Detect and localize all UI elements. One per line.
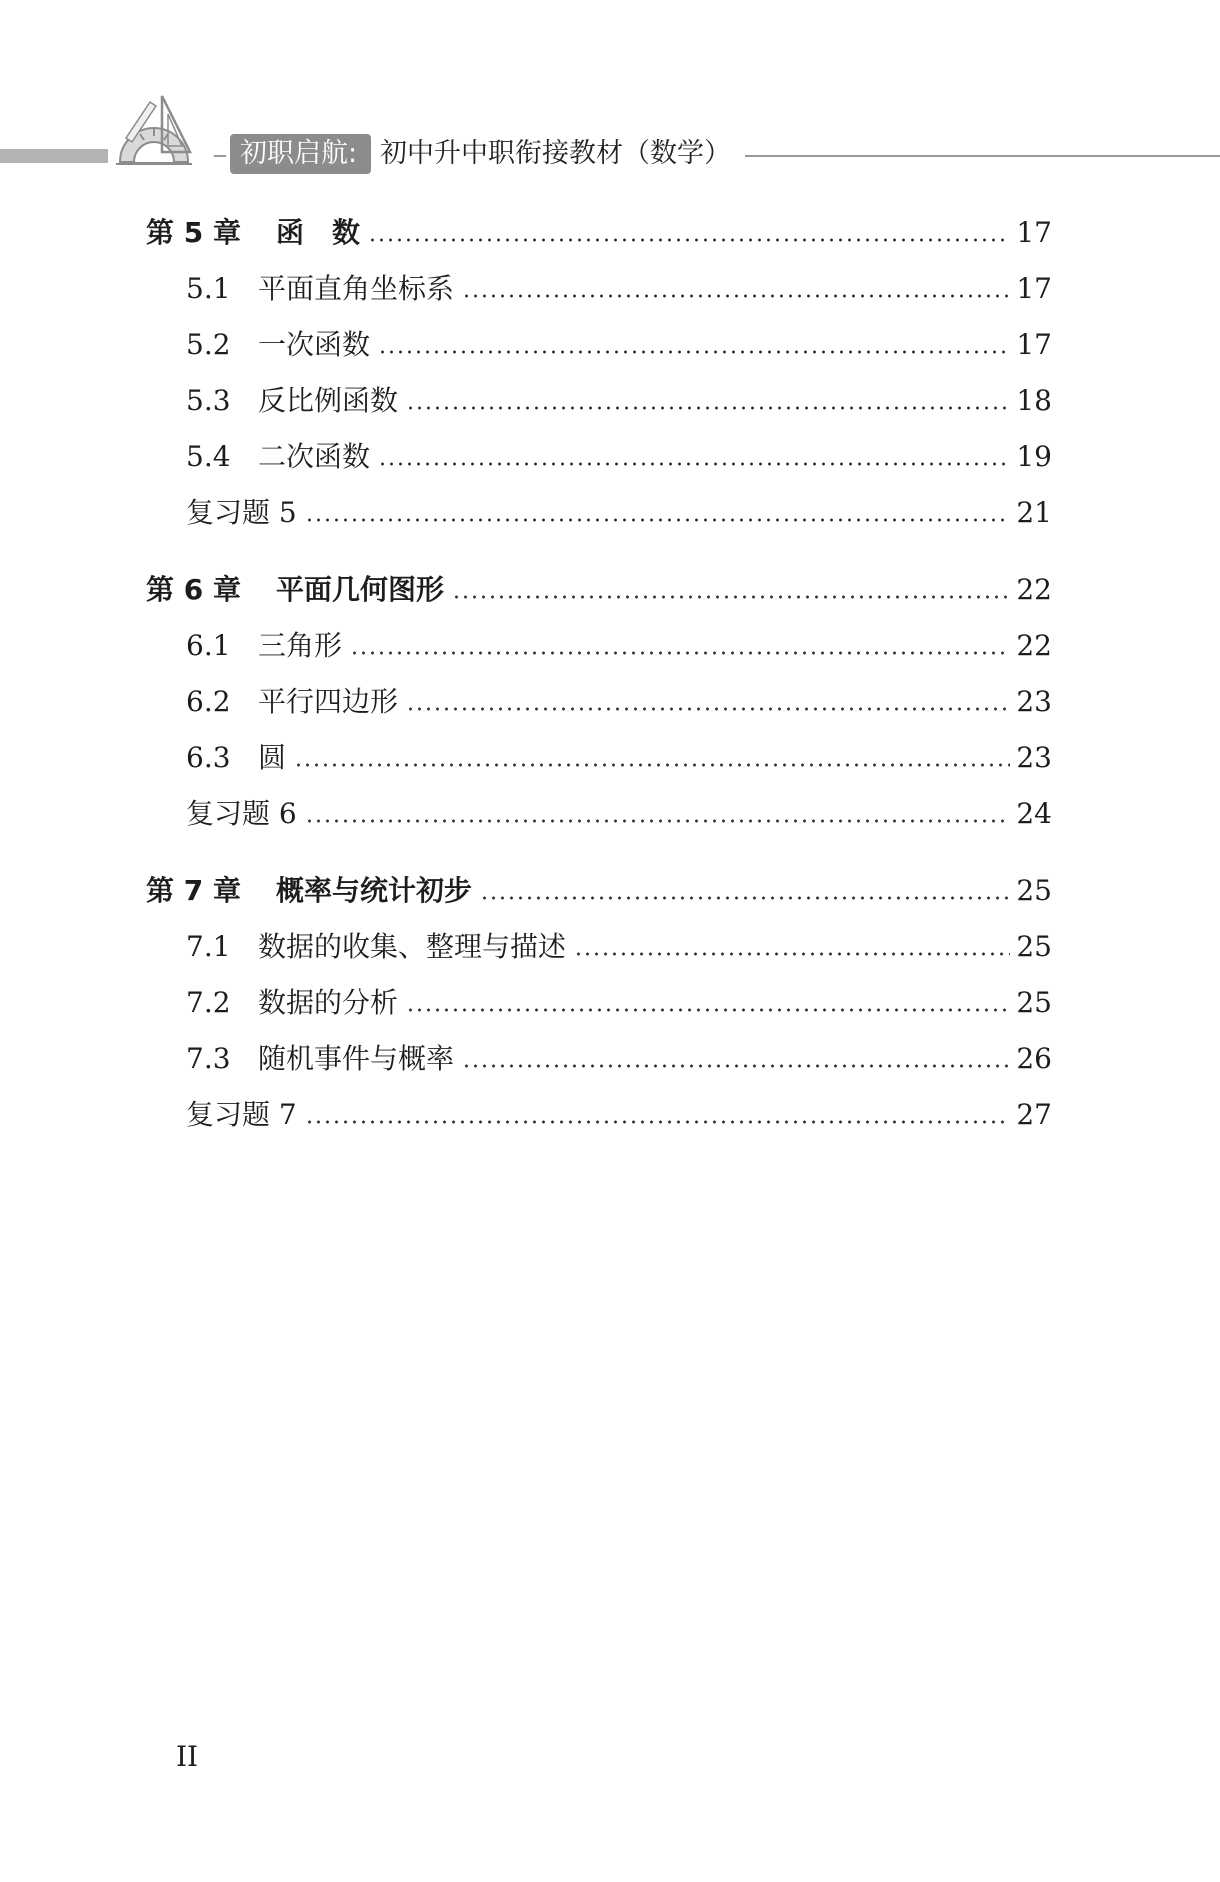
section-title: 随机事件与概率 — [258, 1042, 455, 1075]
page-number: 21 — [1016, 496, 1052, 529]
leader-dots — [378, 460, 1010, 468]
toc-review-row[interactable] — [186, 791, 1052, 837]
toc-review-row[interactable] — [186, 1092, 1052, 1138]
header-book-title: 初中升中职衔接教材（数学） — [380, 138, 731, 169]
chapter-number: 第 5 章 — [146, 216, 241, 249]
page-number: 22 — [1016, 629, 1052, 662]
page-number: 24 — [1016, 797, 1052, 830]
section-number: 6.1 — [186, 629, 231, 662]
toc-section-row[interactable] — [186, 735, 1052, 781]
leader-dots — [406, 404, 1010, 412]
section-title: 数据的收集、整理与描述 — [258, 930, 567, 963]
section-number: 5.4 — [186, 440, 231, 473]
toc-section-row[interactable] — [186, 980, 1052, 1026]
page-number: 17 — [1016, 328, 1052, 361]
toc-chapter-row[interactable] — [146, 567, 1052, 613]
header-dash — [214, 155, 226, 157]
page-number: 22 — [1016, 573, 1052, 606]
leader-dots — [406, 705, 1010, 713]
page-number: 17 — [1016, 216, 1052, 249]
section-title: 圆 — [258, 741, 287, 774]
review-title: 复习题 5 — [186, 496, 297, 529]
header-series-badge: 初职启航: — [230, 134, 371, 174]
toc-section-row[interactable] — [186, 924, 1052, 970]
page-number: 23 — [1016, 685, 1052, 718]
leader-dots — [480, 894, 1010, 902]
section-title: 平行四边形 — [258, 685, 399, 718]
toc-section-row[interactable] — [186, 623, 1052, 669]
section-number: 6.2 — [186, 685, 231, 718]
section-number: 7.2 — [186, 986, 231, 1019]
page-number: 23 — [1016, 741, 1052, 774]
toc-chapter-row[interactable] — [146, 210, 1052, 256]
leader-dots — [305, 516, 1011, 524]
page-number: 19 — [1016, 440, 1052, 473]
toc-chapter-row[interactable] — [146, 868, 1052, 914]
toc-section-row[interactable] — [186, 679, 1052, 725]
page-number: 26 — [1016, 1042, 1052, 1075]
leader-dots — [350, 649, 1010, 657]
leader-dots — [378, 348, 1010, 356]
leader-dots — [368, 236, 1010, 244]
chapter-number: 第 7 章 — [146, 874, 241, 907]
leader-dots — [462, 292, 1010, 300]
section-title: 反比例函数 — [258, 384, 399, 417]
review-title: 复习题 7 — [186, 1098, 297, 1131]
header-rule-left — [0, 149, 108, 163]
section-title: 三角形 — [258, 629, 343, 662]
chapter-title: 平面几何图形 — [276, 573, 445, 606]
leader-dots — [305, 817, 1011, 825]
section-title: 一次函数 — [258, 328, 371, 361]
leader-dots — [305, 1118, 1011, 1126]
math-tools-icon — [112, 92, 194, 168]
section-number: 7.3 — [186, 1042, 231, 1075]
section-number: 7.1 — [186, 930, 231, 963]
toc-section-row[interactable] — [186, 1036, 1052, 1082]
chapter-title: 函 数 — [276, 216, 361, 249]
chapter-number: 第 6 章 — [146, 573, 241, 606]
leader-dots — [452, 593, 1010, 601]
section-title: 平面直角坐标系 — [258, 272, 455, 305]
toc-review-row[interactable] — [186, 490, 1052, 536]
page-number: 25 — [1016, 874, 1052, 907]
page-number: 25 — [1016, 930, 1052, 963]
leader-dots — [462, 1062, 1010, 1070]
page-number: 27 — [1016, 1098, 1052, 1131]
section-number: 5.3 — [186, 384, 231, 417]
page-number: 17 — [1016, 272, 1052, 305]
toc-section-row[interactable] — [186, 266, 1052, 312]
section-number: 5.1 — [186, 272, 231, 305]
review-title: 复习题 6 — [186, 797, 297, 830]
page-number: 25 — [1016, 986, 1052, 1019]
chapter-title: 概率与统计初步 — [276, 874, 473, 907]
toc-section-row[interactable] — [186, 378, 1052, 424]
leader-dots — [294, 761, 1010, 769]
leader-dots — [574, 950, 1010, 958]
section-title: 数据的分析 — [258, 986, 399, 1019]
section-number: 6.3 — [186, 741, 231, 774]
page-folio: II — [176, 1740, 199, 1773]
page-number: 18 — [1016, 384, 1052, 417]
section-number: 5.2 — [186, 328, 231, 361]
leader-dots — [406, 1006, 1010, 1014]
header-rule-right — [745, 155, 1220, 157]
section-title: 二次函数 — [258, 440, 371, 473]
toc-section-row[interactable] — [186, 434, 1052, 480]
toc-section-row[interactable] — [186, 322, 1052, 368]
